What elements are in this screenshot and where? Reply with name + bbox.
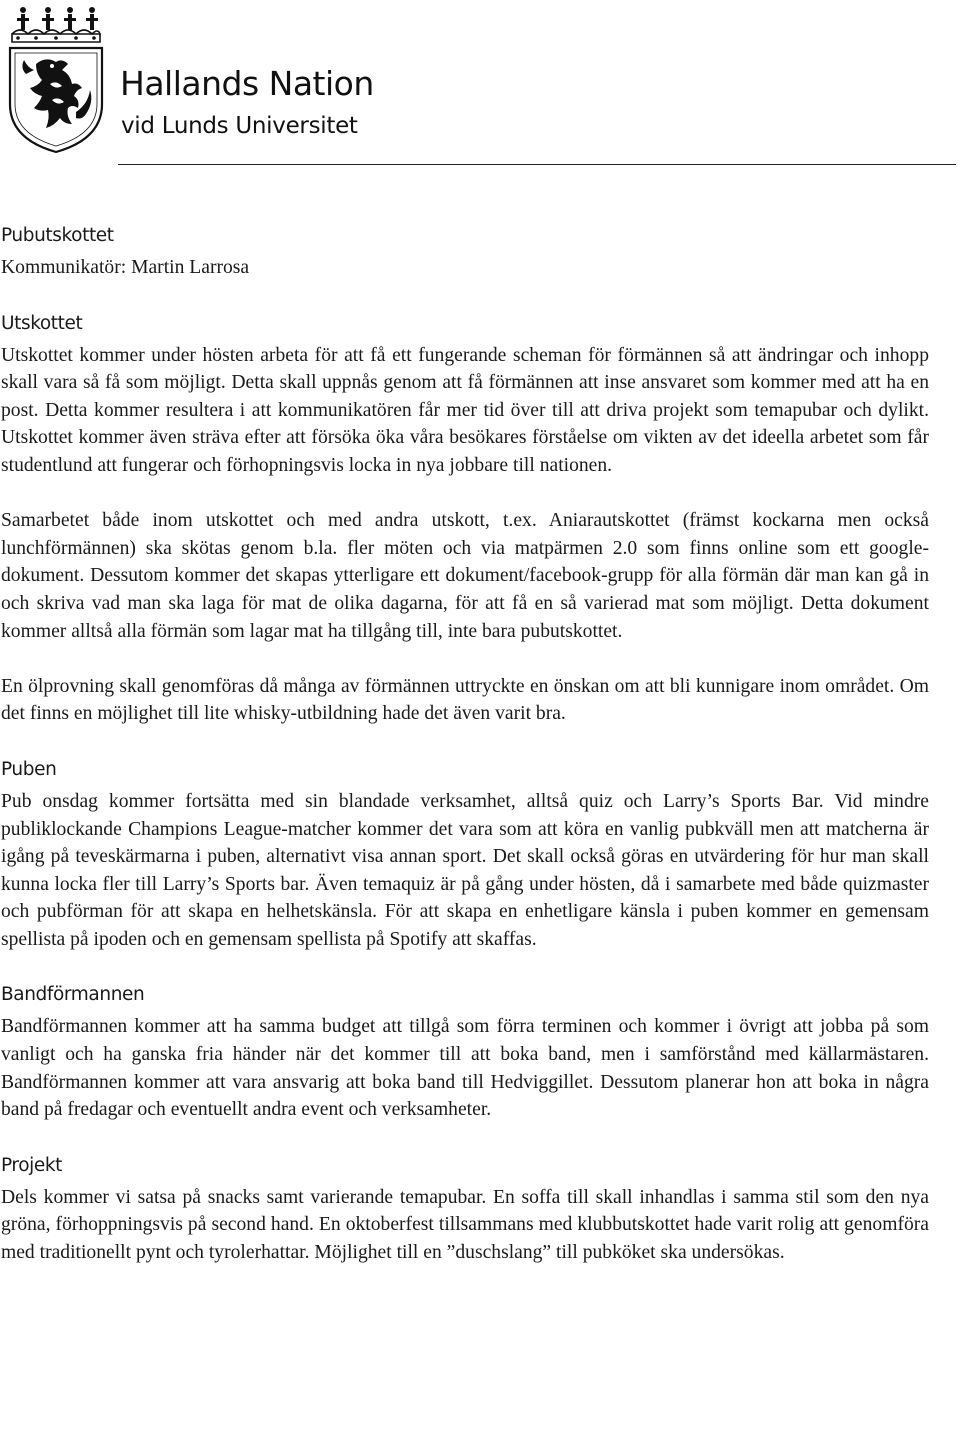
report-title: Pubutskottet [1,225,114,246]
org-name: Hallands Nation [120,64,374,103]
coat-of-arms-icon [6,4,106,154]
section-heading-puben: Puben [1,758,57,780]
paragraph: Pub onsdag kommer fortsätta med sin blandade verksamhet, alltså quiz och Larry’s Sports Bar. Vid mindre publiklockande Champions League-matcher kommer det vara som att köra en vanlig pubkväll men att matcherna är igång på teveskärmarna i puben, alternativt visa annan sport. Det skall också göras en utvärdering för hur man skall kunna locka fler till Larry’s Sports bar. Även temaquiz är på gång under hösten, då i samarbete med både quizmaster och pubförman för att skapa en helhetskänsla. För att skapa en enhetligare känsla i puben kommer en gemensam spellista på ipoden och en gemensam spellista på Spotify att skaffas. [1,790,929,950]
paragraph: En ölprovning skall genomföras då många av förmännen uttryckte en önskan om att bli kunnigare inom området. Om det finns en möjlighet till lite whisky-utbildning hade det även varit bra. [1,675,929,725]
section-heading-utskottet: Utskottet [1,312,83,334]
section-heading-projekt: Projekt [1,1154,63,1176]
paragraph: Samarbetet både inom utskottet och med andra utskott, t.ex. Aniarautskottet (främst kockarna men också lunchförmännen) ska skötas genom b.la. fler möten och via matpärmen 2.0 som finns online som ett google-dokument. Dessutom kommer det skapas ytterligare ett dokument/facebook-grupp för alla förmän där man kan gå in och skriva vad man ska laga för mat de olika dagarna, för att få en så varierad mat som möjligt. Detta dokument kommer alltså alla förmän som lagar mat ha tillgång till, inte bara pubutskottet. [1,510,929,642]
paragraph: Bandförmannen kommer att ha samma budget att tillgå som förra terminen och kommer i övrigt att jobba på som vanligt och ha ganska fria händer när det kommer till att boka band, men i samförstånd med källarmästaren. Bandförmannen kommer att vara ansvarig att boka band till Hedviggillet. Dessutom planerar hon att boka in några band på fredagar och eventuellt andra event och verksamheter. [1,1016,929,1121]
letterhead [0,0,960,170]
org-subtitle: vid Lunds Universitet [121,113,358,139]
paragraph: Dels kommer vi satsa på snacks samt varierande temapubar. En soffa till skall inhandlas i samma stil som den nya gröna, förhoppningsvis på second hand. En oktoberfest tillsammans med klubbutskottet hade varit rolig att genomföra med traditionellt pynt och tyrolerhattar. Möjlighet till en ”duschslang” till pubköket ska undersökas. [1,1186,929,1264]
header-divider [118,164,956,165]
paragraph: Utskottet kommer under hösten arbeta för att få ett fungerande scheman för förmännen så att ändringar och inhopp skall vara så få som möjligt. Detta skall uppnås genom att få förmännen att inse ansvaret som kommer med att ha en post. Detta kommer resultera i att kommunikatören får mer tid över till att driva projekt som temapubar och dylikt. Utskottet kommer även sträva efter att försöka öka våra besökares förståelse om vikten av det ideella arbetet som får studentlund att fungerar och förhopningsvis locka in nya jobbare till nationen. [1,344,929,476]
section-heading-bandformannen: Bandförmannen [1,984,145,1006]
communicator-line: Kommunikatör: Martin Larrosa [1,257,250,278]
report-body [1,218,929,1267]
